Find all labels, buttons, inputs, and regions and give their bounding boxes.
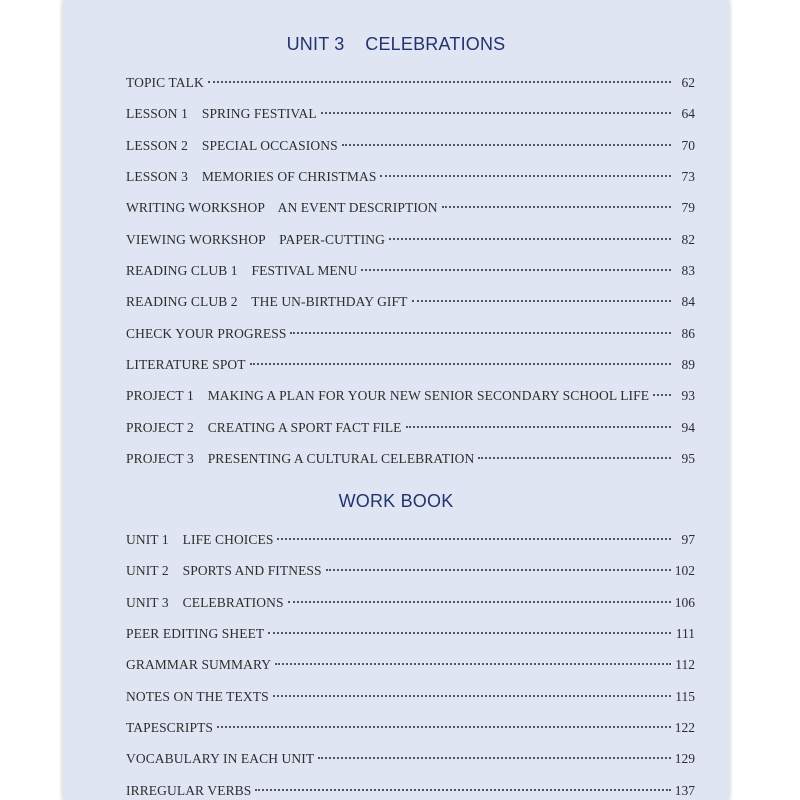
toc-entry[interactable] <box>126 200 695 220</box>
toc-entry[interactable] <box>126 263 695 283</box>
toc-entry-page-number: 86 <box>681 325 695 341</box>
toc-entry-page-number: 79 <box>681 200 695 216</box>
toc-entry-title: LESSON 3 MEMORIES OF CHRISTMAS <box>126 168 377 184</box>
toc-entry-title: PROJECT 1 MAKING A PLAN FOR YOUR NEW SENIOR SECONDARY SCHOOL LIFE <box>126 388 650 404</box>
toc-entry-page-number: 70 <box>681 137 695 153</box>
toc-entry-title: VIEWING WORKSHOP PAPER-CUTTING <box>126 231 385 247</box>
dot-leader <box>208 81 671 83</box>
toc-page <box>63 0 729 800</box>
dot-leader <box>321 112 671 114</box>
toc-entry[interactable] <box>126 106 695 126</box>
toc-entry-title: PROJECT 3 PRESENTING A CULTURAL CELEBRATION <box>126 450 475 466</box>
toc-entry-title: UNIT 1 LIFE CHOICES <box>126 532 274 547</box>
dot-leader <box>217 726 671 728</box>
toc-entry[interactable] <box>126 138 695 158</box>
toc-entry-page-number: 83 <box>681 262 695 278</box>
toc-entry-title: GRAMMAR SUMMARY <box>126 657 272 673</box>
toc-entry[interactable] <box>126 689 695 709</box>
dot-leader <box>478 457 671 459</box>
dot-leader <box>406 426 671 428</box>
toc-entry[interactable] <box>126 232 695 252</box>
toc-entry-page-number: 64 <box>681 106 695 122</box>
toc-entry-title: TAPESCRIPTS <box>126 719 214 735</box>
toc-entry-page-number: 129 <box>674 751 695 767</box>
dot-leader <box>380 175 671 177</box>
toc-entry-title: LITERATURE SPOT <box>126 356 246 372</box>
dot-leader <box>389 238 671 240</box>
toc-entry-title: CHECK YOUR PROGRESS <box>126 325 287 341</box>
unit3-heading: UNIT 3 CELEBRATIONS <box>286 34 506 54</box>
toc-entry-page-number: 122 <box>674 719 695 735</box>
toc-entry[interactable] <box>126 326 695 346</box>
dot-leader <box>268 632 671 634</box>
toc-entry-page-number: 115 <box>675 688 695 704</box>
toc-entry-page-number: 111 <box>675 625 695 641</box>
dot-leader <box>361 269 671 271</box>
toc-entry-title: PEER EDITING SHEET <box>126 625 265 641</box>
dot-leader <box>255 789 671 791</box>
toc-entry-title: READING CLUB 1 FESTIVAL MENU <box>126 262 358 278</box>
dot-leader <box>288 601 671 603</box>
dot-leader <box>290 332 671 334</box>
toc-entry[interactable] <box>126 532 695 552</box>
toc-entry-page-number: 82 <box>681 231 695 247</box>
toc-entry[interactable] <box>126 783 695 800</box>
toc-entry-title: LESSON 1 SPRING FESTIVAL <box>126 106 317 122</box>
toc-entry-title: TOPIC TALK <box>126 75 204 90</box>
toc-entry-page-number: 102 <box>674 563 695 579</box>
toc-entry-page-number: 112 <box>675 657 695 673</box>
toc-entry[interactable] <box>126 75 695 95</box>
dot-leader <box>653 394 671 396</box>
toc-entry[interactable] <box>126 357 695 377</box>
toc-entry-page-number: 94 <box>681 419 695 435</box>
toc-entry-page-number: 84 <box>681 294 695 310</box>
dot-leader <box>342 144 671 146</box>
dot-leader <box>250 363 671 365</box>
toc-entry-page-number: 73 <box>681 168 695 184</box>
toc-entry-page-number: 95 <box>681 450 695 466</box>
toc-entry-title: LESSON 2 SPECIAL OCCASIONS <box>126 137 338 153</box>
toc-entry-page-number: 137 <box>674 782 695 798</box>
toc-entry[interactable] <box>126 720 695 740</box>
toc-entry-page-number: 89 <box>681 356 695 372</box>
dot-leader <box>275 663 671 665</box>
toc-entry-title: WRITING WORKSHOP AN EVENT DESCRIPTION <box>126 200 438 216</box>
toc-entry[interactable] <box>126 451 695 471</box>
toc-entry[interactable] <box>126 420 695 440</box>
dot-leader <box>326 569 671 571</box>
toc-entry-title: UNIT 2 SPORTS AND FITNESS <box>126 563 322 579</box>
toc-entry-title: PROJECT 2 CREATING A SPORT FACT FILE <box>126 419 402 435</box>
toc-entry-page-number: 97 <box>681 532 695 547</box>
toc-entry-title: NOTES ON THE TEXTS <box>126 688 269 704</box>
toc-entry[interactable] <box>126 388 695 408</box>
toc-entry[interactable] <box>126 751 695 771</box>
dot-leader <box>318 757 671 759</box>
toc-entry-page-number: 106 <box>674 594 695 610</box>
toc-entry-page-number: 93 <box>681 388 695 404</box>
toc-entry[interactable] <box>126 595 695 615</box>
toc-entry-title: IRREGULAR VERBS <box>126 782 252 798</box>
toc-entry-title: VOCABULARY IN EACH UNIT <box>126 751 315 767</box>
toc-entry[interactable] <box>126 294 695 314</box>
workbook-heading: WORK BOOK <box>338 491 454 511</box>
toc-entry[interactable] <box>126 657 695 677</box>
dot-leader <box>442 206 671 208</box>
toc-entry-title: UNIT 3 CELEBRATIONS <box>126 594 284 610</box>
toc-entry[interactable] <box>126 626 695 646</box>
dot-leader <box>412 300 672 302</box>
toc-entry[interactable] <box>126 169 695 189</box>
toc-entry-page-number: 62 <box>681 75 695 90</box>
toc-entry[interactable] <box>126 563 695 583</box>
toc-entry-title: READING CLUB 2 THE UN-BIRTHDAY GIFT <box>126 294 408 310</box>
dot-leader <box>273 695 671 697</box>
dot-leader <box>277 538 671 540</box>
